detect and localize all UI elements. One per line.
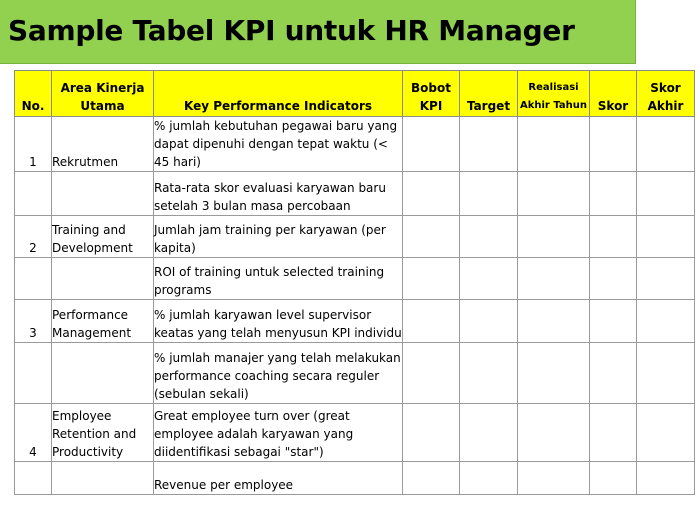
row-area [52, 462, 154, 495]
cell-skor [590, 216, 637, 258]
cell-realisasi [518, 117, 590, 172]
cell-bobot [403, 300, 460, 343]
row-kpi: Great employee turn over (great employee adalah karyawan yang diidentifikasi sebagai "star") [154, 404, 403, 462]
table-row [15, 462, 695, 495]
table-row [15, 343, 695, 404]
cell-target [460, 258, 518, 300]
cell-realisasi [518, 300, 590, 343]
row-kpi: Jumlah jam training per karyawan (per kapita) [154, 216, 403, 258]
header-skor: Skor [590, 71, 637, 117]
row-area: Rekrutmen [52, 117, 154, 172]
cell-realisasi [518, 172, 590, 216]
table-header-row [15, 71, 695, 117]
cell-realisasi [518, 404, 590, 462]
cell-bobot [403, 258, 460, 300]
table-row [15, 258, 695, 300]
cell-skor [590, 343, 637, 404]
row-kpi: Revenue per employee [154, 462, 403, 495]
header-target: Target [460, 71, 518, 117]
cell-realisasi [518, 258, 590, 300]
cell-target [460, 300, 518, 343]
cell-skor-akhir [637, 404, 695, 462]
cell-bobot [403, 172, 460, 216]
title-banner [0, 0, 636, 64]
row-number: 2 [15, 216, 52, 258]
kpi-table [14, 70, 695, 495]
row-kpi: % jumlah karyawan level supervisor keatas yang telah menyusun KPI individu [154, 300, 403, 343]
cell-skor-akhir [637, 462, 695, 495]
header-kpi: Key Performance Indicators [154, 71, 403, 117]
cell-skor [590, 117, 637, 172]
header-area: Area Kinerja Utama [52, 71, 154, 117]
cell-skor-akhir [637, 258, 695, 300]
cell-target [460, 172, 518, 216]
cell-bobot [403, 216, 460, 258]
cell-realisasi [518, 216, 590, 258]
cell-skor-akhir [637, 343, 695, 404]
row-kpi: Rata-rata skor evaluasi karyawan baru setelah 3 bulan masa percobaan [154, 172, 403, 216]
header-bobot: Bobot KPI [403, 71, 460, 117]
cell-skor-akhir [637, 117, 695, 172]
page-title: Sample Tabel KPI untuk HR Manager [8, 14, 575, 47]
cell-target [460, 117, 518, 172]
cell-skor [590, 404, 637, 462]
table-row [15, 216, 695, 258]
row-area [52, 258, 154, 300]
row-area: Performance Management [52, 300, 154, 343]
table-row [15, 404, 695, 462]
cell-target [460, 404, 518, 462]
row-number: 3 [15, 300, 52, 343]
cell-skor-akhir [637, 216, 695, 258]
row-number [15, 343, 52, 404]
cell-skor [590, 172, 637, 216]
row-area [52, 343, 154, 404]
cell-skor [590, 462, 637, 495]
row-kpi: % jumlah kebutuhan pegawai baru yang dapat dipenuhi dengan tepat waktu (< 45 hari) [154, 117, 403, 172]
cell-realisasi [518, 462, 590, 495]
table-row [15, 300, 695, 343]
row-kpi: % jumlah manajer yang telah melakukan performance coaching secara reguler (sebulan sekali) [154, 343, 403, 404]
row-area [52, 172, 154, 216]
cell-target [460, 343, 518, 404]
row-area: Training and Development [52, 216, 154, 258]
cell-skor [590, 300, 637, 343]
table-row [15, 117, 695, 172]
cell-skor-akhir [637, 172, 695, 216]
header-skor-akhir: Skor Akhir [637, 71, 695, 117]
cell-target [460, 462, 518, 495]
row-number: 4 [15, 404, 52, 462]
cell-bobot [403, 462, 460, 495]
row-kpi: ROI of training untuk selected training programs [154, 258, 403, 300]
cell-skor [590, 258, 637, 300]
row-number [15, 462, 52, 495]
cell-bobot [403, 343, 460, 404]
row-number [15, 172, 52, 216]
cell-bobot [403, 117, 460, 172]
header-no: No. [15, 71, 52, 117]
row-number [15, 258, 52, 300]
cell-bobot [403, 404, 460, 462]
cell-realisasi [518, 343, 590, 404]
row-area: Employee Retention and Productivity [52, 404, 154, 462]
cell-skor-akhir [637, 300, 695, 343]
cell-target [460, 216, 518, 258]
table-row [15, 172, 695, 216]
row-number: 1 [15, 117, 52, 172]
header-realisasi: Realisasi Akhir Tahun [518, 71, 590, 117]
